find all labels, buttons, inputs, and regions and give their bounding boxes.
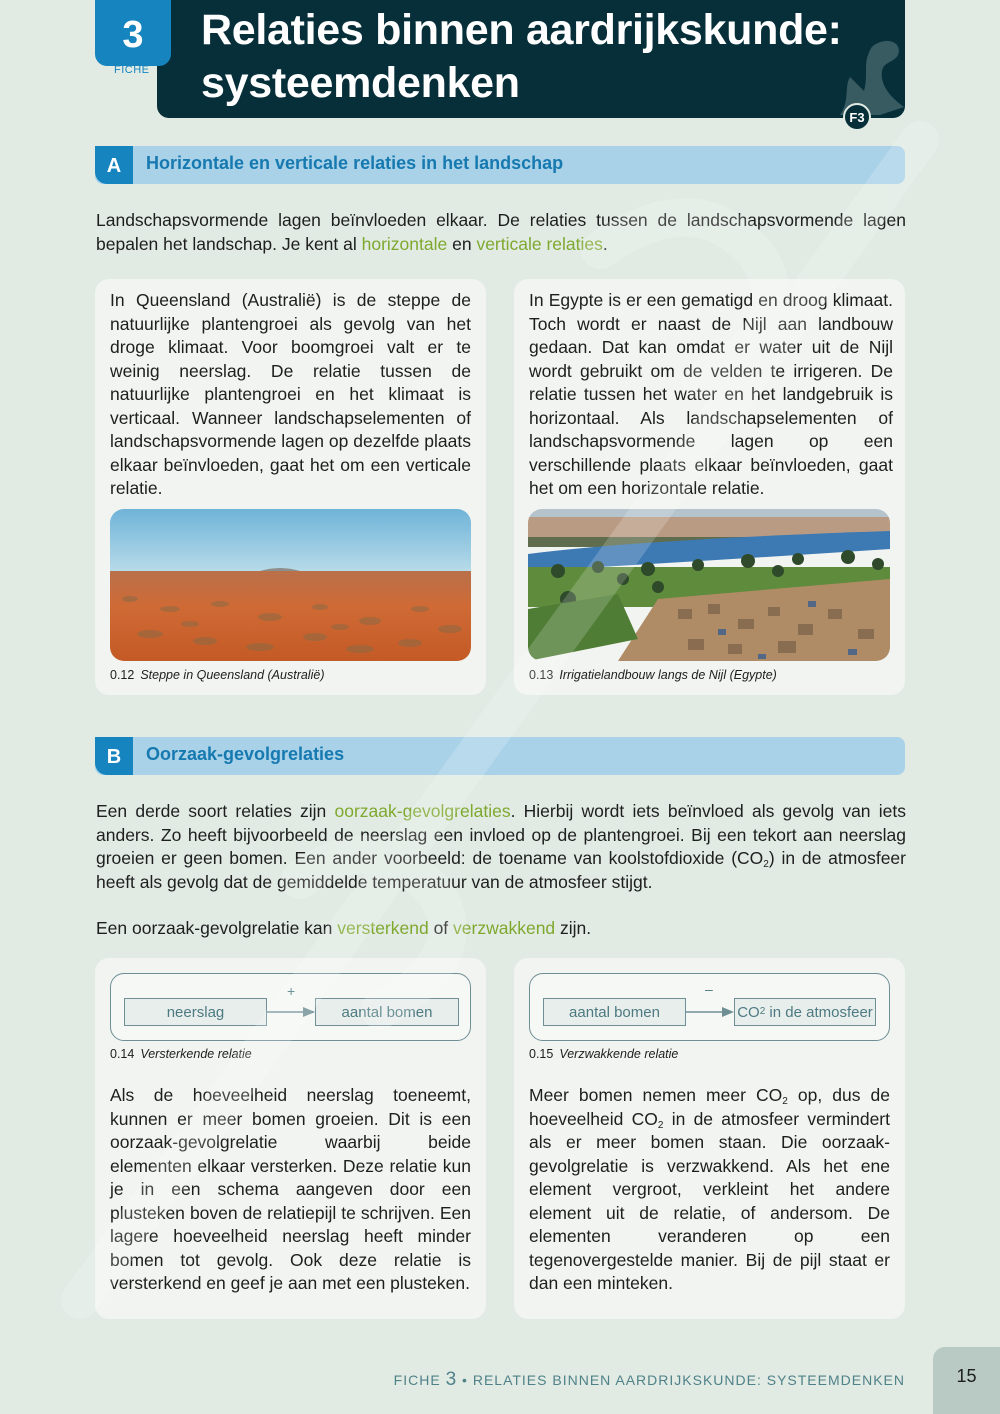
photo-steppe-queensland [110,509,471,661]
arrow-right-icon [686,1005,736,1019]
footer-prefix: FICHE [393,1372,446,1388]
diagram-node-neerslag: neerslag [124,998,267,1026]
node-text: in de atmosfeer [765,1003,873,1021]
section-a-title: Horizontale en verticale relaties in het landschap [146,153,564,173]
card-queensland-text: In Queensland (Australië) is de steppe de natuurlijke plantengroei als gevolg van het droge klimaat. Voor boomgroei valt er te weinig neerslag. De relatie tussen de natuurlijke plantengroei en het klimaat is verticaal. Wanneer landschapselementen of landschapsvormende lagen op dezelfde plaats elkaar beïnvloeden, gaat het om een verticale relatie. [110,290,471,498]
card-queensland [95,279,486,695]
intro-text: . [602,233,608,254]
decorative-swirl-icon [820,35,910,115]
diagram-versterkend [110,973,471,1041]
card-egypte-text: In Egypte is er een gematigd en droog klimaat. Toch wordt er naast de Nijl aan landbouw gedaan. Dat kan omdat er water uit de Nijl wordt gebruikt om de velden te irrigeren. De relatie tussen het water en het landgebruik is horizontaal. Als landschapselementen of landschapsvormende lagen op een verschillende plaats elkaar beïnvloeden, gaat het om een horizontale relatie. [529,290,893,498]
card-verzwakkende-relatie [514,958,905,1319]
diagram-node-aantal-bomen: aantal bomen [315,998,459,1026]
footer-fiche-number: 3 [445,1369,458,1390]
diagram-node-aantal-bomen: aantal bomen [543,998,686,1026]
figure-caption-0-12 [110,668,324,682]
caption-text: Steppe in Queensland (Australië) [140,668,325,682]
page-title-line1: Relaties binnen aardrijkskunde: [201,6,842,54]
body-text: Meer bomen nemen meer CO [529,1085,783,1105]
fiche-label: FICHE [114,64,150,76]
page-number: 15 [956,1366,977,1386]
intro-text: of [428,918,454,938]
section-a-letter: A [95,146,133,184]
body-text: op, dus de hoeveelheid CO [529,1085,890,1129]
figure-caption-0-13 [529,668,777,682]
footer-separator: • [457,1372,473,1388]
subscript: 2 [657,1119,664,1131]
section-b-intro [96,800,906,894]
caption-number: 0.13 [529,668,554,682]
card-verzwakkend-text [529,1084,890,1296]
intro-text: Een oorzaak-gevolgrelatie kan [96,918,338,938]
running-footer [394,1369,905,1391]
photo-irrigatie-nijl [528,509,890,661]
term-verticale-relaties: verticale relaties [476,233,603,254]
term-horizontale: horizontale [361,233,448,254]
section-b-intro2 [96,917,906,941]
diagram-node-co2-atmosfeer: CO 2 in de atmosfeer [734,998,876,1026]
intro-text: ) in de atmosfeer heeft als gevolg dat de gemiddelde temperatuur van de atmosfeer stijgt. [96,848,906,892]
card-versterkende-relatie [95,958,486,1319]
caption-number: 0.15 [529,1047,554,1061]
section-b-heading [95,737,905,775]
f3-badge: F3 [843,103,871,131]
page-title [201,4,861,110]
page-title-line2: systeemdenken [201,59,520,107]
intro-text: . Hierbij wordt iets beïnvloed als gevolg van iets anders. Zo heeft bijvoorbeeld de neerslag een invloed op de plantengroei. Bij een tekort aan neerslag groeien er geen bomen. Een ander voorbeeld: de toename van koolstofdioxide (CO [96,801,906,868]
caption-text: Verzwakkende relatie [559,1047,679,1061]
caption-text: Irrigatielandbouw langs de Nijl (Egypte) [559,668,777,682]
intro-text: en [447,233,477,254]
figure-caption-0-15 [529,1047,678,1061]
footer-title: RELATIES BINNEN AARDRIJKSKUNDE: SYSTEEMDENKEN [472,1372,905,1388]
page-number-tab [933,1347,1000,1414]
term-versterkend: versterkend [337,918,429,938]
subscript: 2 [782,1096,788,1107]
section-a-heading [95,146,905,184]
section-b-letter: B [95,737,133,775]
diagram-verzwakkend [529,973,890,1041]
term-oorzaak-gevolgrelaties: oorzaak-gevolgrelaties [334,801,511,821]
intro-text: Een derde soort relaties zijn [96,801,335,821]
figure-caption-0-14 [110,1047,252,1061]
section-b-title: Oorzaak-gevolgrelaties [146,744,345,764]
plus-sign: + [287,983,296,999]
caption-text: Versterkende relatie [140,1047,252,1061]
minus-sign: – [705,981,713,997]
card-versterkend-text: Als de hoeveelheid neerslag toeneemt, kunnen er meer bomen groeien. Dit is een oorzaak-gevolgrelatie waarbij beide elementen elkaar versterken. Deze relatie kun je in een schema aangeven door een plusteken boven de relatiepijl te schrijven. Een lagere hoeveelheid neerslag heeft minder bomen tot gevolg. Ook deze relatie is versterkend en geef je aan met een plusteken. [110,1085,471,1293]
fiche-number: 3 [122,13,144,56]
card-egypte [514,279,905,695]
caption-number: 0.12 [110,668,135,682]
intro-text: zijn. [555,918,592,938]
subscript: 2 [763,859,769,870]
fiche-number-tab [95,0,171,66]
arrow-right-icon [267,1005,317,1019]
intro-text: Landschapsvormende lagen beïnvloeden elkaar. De relaties tussen de landschapsvormende lagen bepalen het landschap. Je kent al [96,210,906,254]
node-text: CO [737,1003,760,1021]
term-verzwakkend: verzwakkend [453,918,556,938]
caption-number: 0.14 [110,1047,135,1061]
body-text: in de atmosfeer vermindert als er meer bomen staan. Die oorzaak-gevolgrelatie is verzwakkend. Als het ene element vergroot, verkleint het andere element uit de relatie, of andersom. De elementen veranderen op een tegenovergestelde manier. Bij de pijl staat er dan een minteken. [529,1108,890,1293]
section-a-intro [96,209,906,256]
